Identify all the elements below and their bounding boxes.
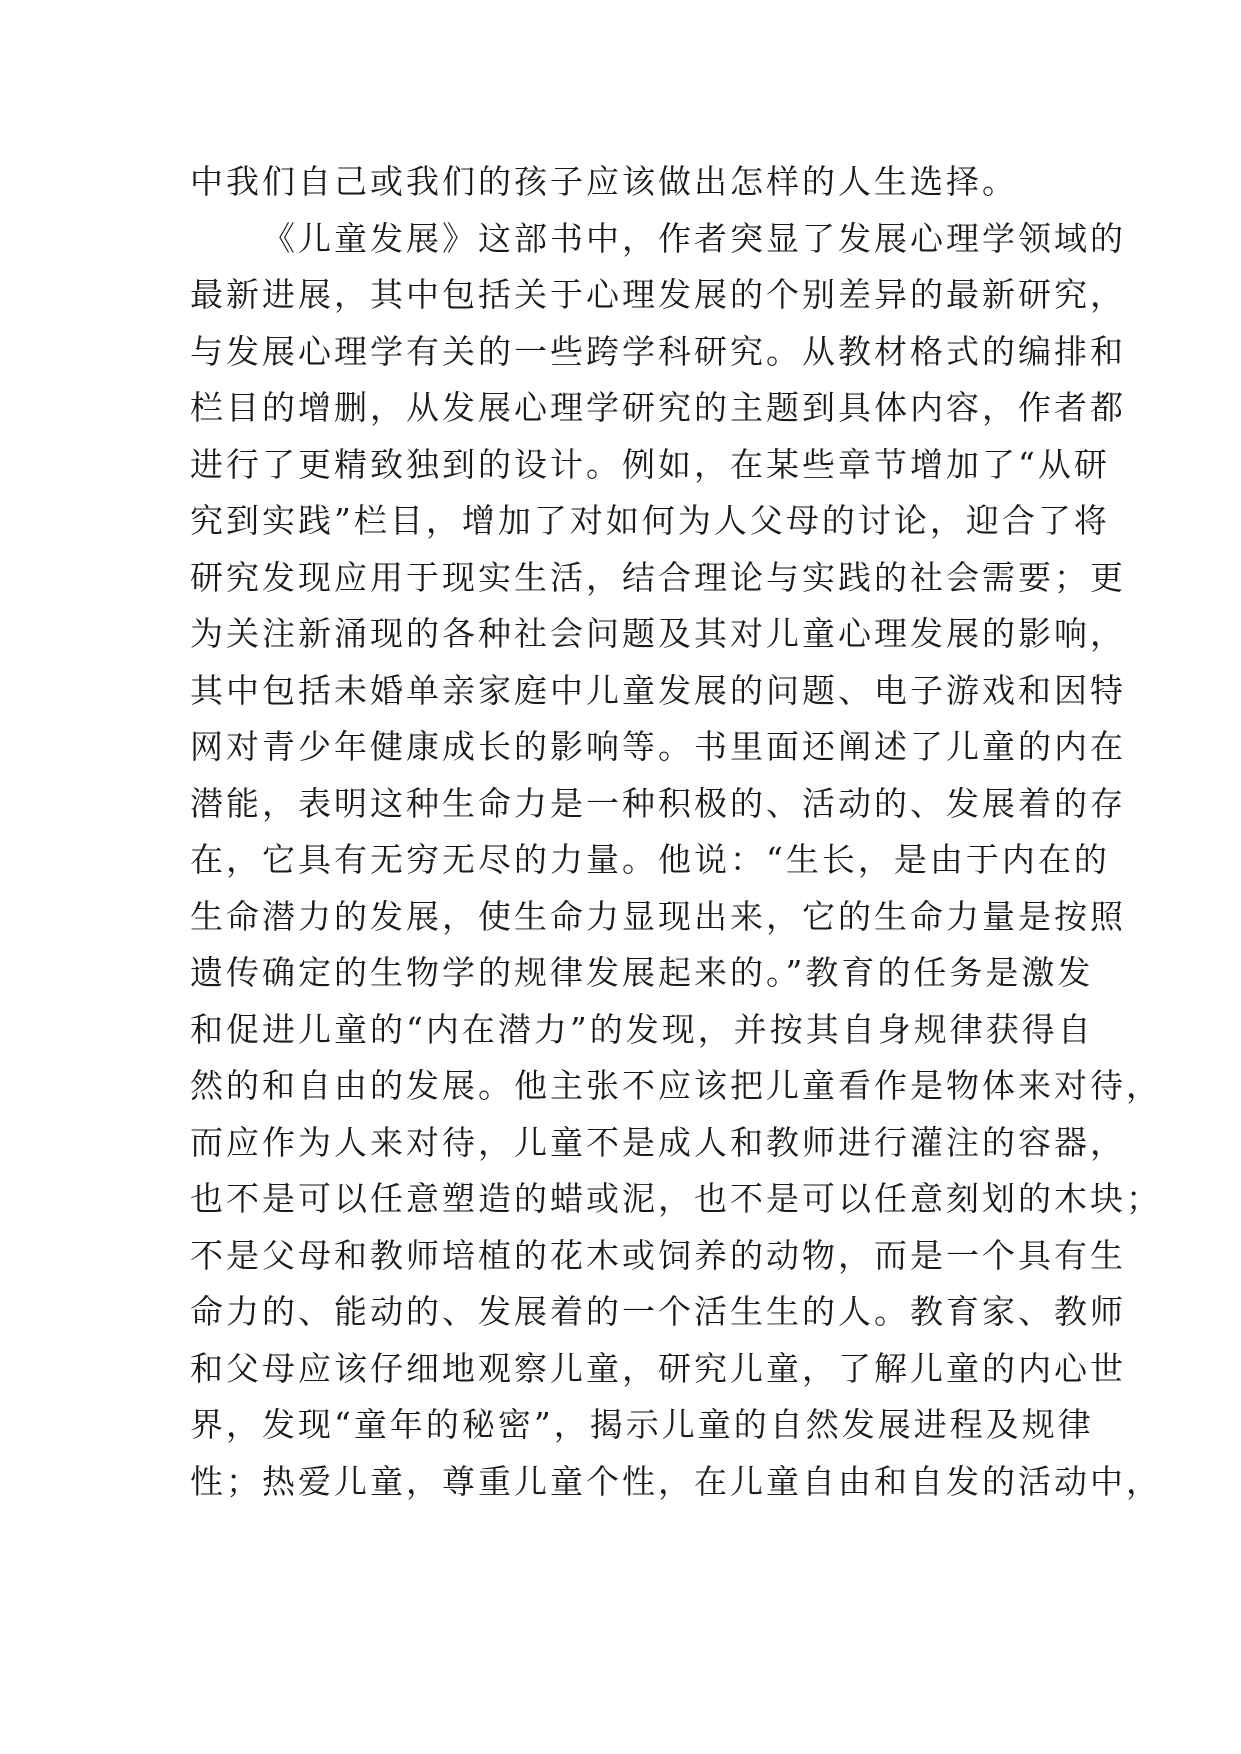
text-line: 也不是可以任意塑造的蜡或泥，也不是可以任意刻划的木块； (190, 1179, 1162, 1218)
text-line: 在，它具有无穷无尽的力量。他说：“生长，是由于内在的 (190, 840, 1110, 879)
text-line: 栏目的增删，从发展心理学研究的主题到具体内容，作者都 (190, 388, 1126, 427)
text-line: 然的和自由的发展。他主张不应该把儿童看作是物体来对待， (190, 1066, 1162, 1105)
text-line: 命力的、能动的、发展着的一个活生生的人。教育家、教师 (190, 1292, 1126, 1331)
text-line: 其中包括未婚单亲家庭中儿童发展的问题、电子游戏和因特 (190, 670, 1126, 710)
text-line: 生命潜力的发展，使生命力显现出来，它的生命力量是按照 (190, 896, 1126, 936)
text-line: 网对青少年健康成长的影响等。书里面还阐述了儿童的内在 (190, 727, 1126, 766)
text-line: 《儿童发展》这部书中，作者突显了发展心理学领域的 (262, 218, 1126, 258)
text-line: 与发展心理学有关的一些跨学科研究。从教材格式的编排和 (190, 331, 1126, 371)
text-line: 和促进儿童的“内在潜力”的发现，并按其自身规律获得自 (190, 1009, 1094, 1049)
text-line: 进行了更精致独到的设计。例如，在某些章节增加了“从研 (190, 444, 1110, 484)
text-line: 不是父母和教师培植的花木或饲养的动物，而是一个具有生 (190, 1235, 1126, 1275)
text-line: 中我们自己或我们的孩子应该做出怎样的人生选择。 (190, 162, 1018, 201)
text-line: 为关注新涌现的各种社会问题及其对儿童心理发展的影响， (190, 614, 1126, 653)
text-line: 界，发现“童年的秘密”，揭示儿童的自然发展进程及规律 (190, 1405, 1094, 1444)
text-line: 性；热爱儿童，尊重儿童个性，在儿童自由和自发的活动中， (190, 1461, 1162, 1501)
text-line: 和父母应该仔细地观察儿童，研究儿童，了解儿童的内心世 (190, 1348, 1126, 1388)
text-line: 遗传确定的生物学的规律发展起来的。”教育的任务是激发 (190, 953, 1094, 992)
text-line: 究到实践”栏目，增加了对如何为人父母的讨论，迎合了将 (190, 501, 1110, 540)
text-line: 最新进展，其中包括关于心理发展的个别差异的最新研究， (190, 275, 1126, 314)
text-line: 研究发现应用于现实生活，结合理论与实践的社会需要；更 (190, 557, 1126, 597)
text-line: 而应作为人来对待，儿童不是成人和教师进行灌注的容器， (190, 1122, 1126, 1162)
text-line: 潜能，表明这种生命力是一种积极的、活动的、发展着的存 (190, 783, 1126, 823)
body-text (190, 154, 1162, 1510)
